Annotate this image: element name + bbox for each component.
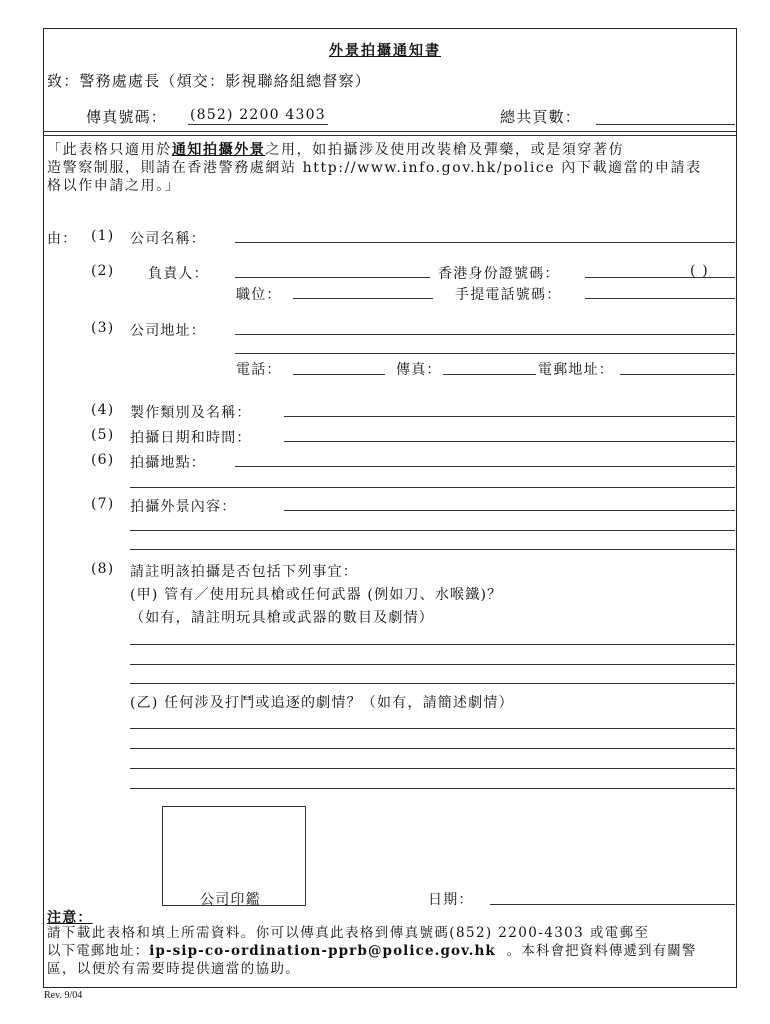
date-label: 日期： <box>428 892 474 908</box>
separator-bottom <box>43 135 736 136</box>
fight-chase-field-3[interactable] <box>130 768 735 769</box>
note-line-3: 區，以便於有需要時提供適當的協助。 <box>47 961 301 977</box>
filming-content-field-2[interactable] <box>130 530 735 531</box>
notice-line-1: 「此表格只適用於通知拍攝外景之用，如拍攝涉及使用改裝槍及彈藥，或是須穿著仿 <box>47 142 625 158</box>
item-7-number: (7) <box>91 496 115 512</box>
fight-chase-field-1[interactable] <box>130 728 735 729</box>
position-label: 職位： <box>236 287 282 303</box>
mobile-field[interactable] <box>585 298 735 299</box>
fight-chase-field-2[interactable] <box>130 748 735 749</box>
note-line-1: 請下載此表格和填上所需資料。你可以傳真此表格到傳真號碼(852) 2200-4303 或電郵至 <box>47 925 650 941</box>
hkid-check-digit: ( ) <box>690 263 709 279</box>
weapons-field-2[interactable] <box>130 664 735 665</box>
notice-line-2: 造警察制服，則請在香港警務處網站 http://www.info.gov.hk/police 內下載適當的申請表 <box>47 160 702 176</box>
notice-line-3: 格以作申請之用。」 <box>47 178 181 194</box>
position-field[interactable] <box>293 298 433 299</box>
person-in-charge-label: 負責人： <box>148 266 209 282</box>
filming-datetime-field[interactable] <box>284 441 735 442</box>
item-3-number: (3) <box>91 320 115 336</box>
total-pages-field[interactable] <box>596 124 735 125</box>
email-field[interactable] <box>620 374 735 375</box>
fax-field-label: 傳真： <box>396 362 442 378</box>
fax-field[interactable] <box>443 374 536 375</box>
weapons-question: (甲) 管有／使用玩具槍或任何武器 (例如刀、水喉鐵)？ <box>130 587 503 603</box>
notice-emphasis: 通知拍攝外景 <box>171 142 266 158</box>
address-field-2[interactable] <box>235 353 735 354</box>
phone-label: 電話： <box>236 362 282 378</box>
item-2-number: (2) <box>91 263 115 279</box>
company-address-label: 公司地址： <box>130 323 206 339</box>
note-email-address[interactable]: ip-sip-co-ordination-pprb@police.gov.hk <box>149 943 496 959</box>
fight-chase-question: (乙) 任何涉及打鬥或追逐的劇情？（如有，請簡述劇情） <box>130 695 514 711</box>
item-8-number: (8) <box>91 561 115 577</box>
company-name-field[interactable] <box>235 242 735 243</box>
fax-number-underline <box>188 124 328 125</box>
item-6-number: (6) <box>91 452 115 468</box>
weapons-field-1[interactable] <box>130 644 735 645</box>
fax-number: (852) 2200 4303 <box>190 107 326 123</box>
filming-content-field-1[interactable] <box>284 510 735 511</box>
production-type-field[interactable] <box>284 416 735 417</box>
fax-label: 傳真號碼： <box>86 108 168 126</box>
company-stamp-label: 公司印鑑 <box>200 892 261 908</box>
form-title: 外景拍攝通知書 <box>329 43 441 59</box>
special-matters-label: 請註明該拍攝是否包括下列事宜： <box>130 564 358 580</box>
mobile-label: 手提電話號碼： <box>455 287 562 303</box>
filming-datetime-label: 拍攝日期和時間： <box>130 430 252 446</box>
separator-top <box>43 131 736 132</box>
revision-label: Rev. 9/04 <box>44 990 83 1001</box>
hkid-label: 香港身份證號碼： <box>438 266 560 282</box>
production-type-label: 製作類別及名稱： <box>130 405 252 421</box>
filming-location-field-1[interactable] <box>235 466 735 467</box>
email-label: 電郵地址： <box>538 362 614 378</box>
filming-content-field-3[interactable] <box>130 549 735 550</box>
person-in-charge-field[interactable] <box>235 277 430 278</box>
from-label: 由： <box>47 231 78 247</box>
date-field[interactable] <box>490 904 735 905</box>
item-1-number: (1) <box>91 228 115 244</box>
total-pages-label: 總共頁數： <box>500 108 582 126</box>
addressee: 致：警務處處長（煩交：影視聯絡組總督察） <box>47 72 372 90</box>
address-field-1[interactable] <box>235 334 735 335</box>
weapons-note: （如有，請註明玩具槍或武器的數目及劇情） <box>130 610 434 626</box>
phone-field[interactable] <box>293 374 385 375</box>
hkid-field[interactable] <box>585 277 735 278</box>
company-name-label: 公司名稱： <box>130 231 206 247</box>
filming-content-label: 拍攝外景內容： <box>130 499 237 515</box>
filming-location-field-2[interactable] <box>130 487 735 488</box>
filming-location-label: 拍攝地點： <box>130 455 206 471</box>
fight-chase-field-4[interactable] <box>130 788 735 789</box>
weapons-field-3[interactable] <box>130 683 735 684</box>
note-title: 注意： <box>47 910 93 926</box>
item-5-number: (5) <box>91 427 115 443</box>
item-4-number: (4) <box>91 402 115 418</box>
note-line-2: 以下電郵地址：ip-sip-co-ordination-pprb@police.gov.hk 。本科會把資料傳遞到有關警 <box>47 943 697 959</box>
